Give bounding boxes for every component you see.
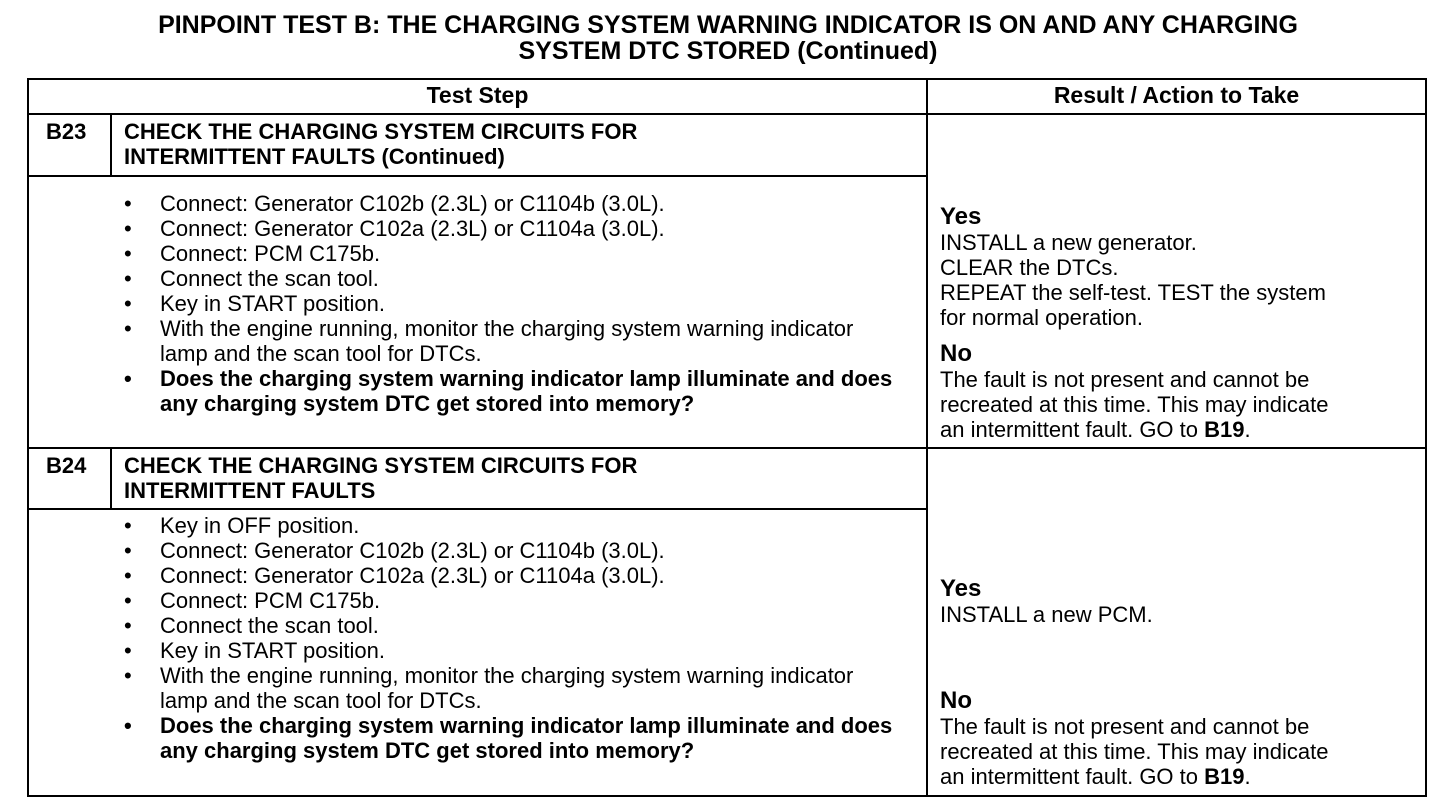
page-title-line-1: PINPOINT TEST B: THE CHARGING SYSTEM WARNING INDICATOR IS ON AND ANY CHARGING [158, 11, 1298, 39]
list-item: • Key in START position. [124, 638, 914, 663]
b24-goto-ref: B19 [1204, 764, 1245, 789]
b23-no-text [940, 367, 1410, 442]
b23-yes-line: CLEAR the DTCs. [940, 255, 1119, 280]
step-id-b23: B23 [46, 119, 87, 144]
column-divider [926, 78, 928, 797]
row-divider [27, 447, 1427, 449]
b23-yes-label: Yes [940, 203, 982, 230]
b24-no-label: No [940, 687, 972, 714]
list-item: • Connect the scan tool. [124, 613, 914, 638]
b24-no-line [940, 764, 1410, 789]
list-item: • Connect: PCM C175b. [124, 588, 914, 613]
page-title [0, 12, 1456, 64]
b23-yes-line: INSTALL a new generator. [940, 230, 1197, 255]
b23-no-line [940, 417, 1410, 442]
b23-no-line: The fault is not present and cannot be [940, 367, 1310, 392]
header-rule [27, 113, 1427, 115]
step-title-b24-line-1: CHECK THE CHARGING SYSTEM CIRCUITS FOR [124, 453, 638, 478]
list-item: • Connect: Generator C102b (2.3L) or C1104b (3.0L). [124, 191, 914, 216]
list-item: • With the engine running, monitor the charging system warning indicator lamp and the scan tool for DTCs. [124, 663, 880, 713]
b24-yes-text [940, 602, 1410, 627]
b23-no-line: recreated at this time. This may indicate [940, 392, 1329, 417]
b24-yes-line: INSTALL a new PCM. [940, 602, 1153, 627]
step-title-b23-line-2: INTERMITTENT FAULTS (Continued) [124, 144, 505, 169]
list-item: • Connect: Generator C102a (2.3L) or C1104a (3.0L). [124, 216, 914, 241]
header-result-action: Result / Action to Take [1053, 82, 1300, 108]
b23-no-label: No [940, 340, 972, 367]
list-item: • Connect the scan tool. [124, 266, 914, 291]
list-item: • Connect: Generator C102b (2.3L) or C1104b (3.0L). [124, 538, 914, 563]
list-item: • Connect: PCM C175b. [124, 241, 914, 266]
b24-no-line: recreated at this time. This may indicate [940, 739, 1329, 764]
step-title-b24-line-2: INTERMITTENT FAULTS [124, 478, 376, 503]
b24-no-goto-period: . [1244, 764, 1251, 789]
b24-action-list [124, 513, 914, 763]
b24-question: • Does the charging system warning indicator lamp illuminate and does any charging system DTC get stored into memory? [124, 713, 920, 763]
b24-yes-label: Yes [940, 575, 982, 602]
b23-no-goto-text: an intermittent fault. GO to [940, 417, 1205, 442]
list-item: • With the engine running, monitor the charging system warning indicator lamp and the scan tool for DTCs. [124, 316, 880, 366]
b23-no-goto-period: . [1244, 417, 1251, 442]
b24-no-line: The fault is not present and cannot be [940, 714, 1310, 739]
step-id-b24: B24 [46, 453, 87, 478]
b23-title-rule [27, 175, 927, 177]
b23-yes-line: for normal operation. [940, 305, 1143, 330]
list-item: • Connect: Generator C102a (2.3L) or C1104a (3.0L). [124, 563, 914, 588]
header-test-step: Test Step [426, 82, 529, 108]
b24-no-text [940, 714, 1410, 789]
b24-title-rule [27, 508, 927, 510]
list-item: • Key in OFF position. [124, 513, 914, 538]
b23-yes-text [940, 230, 1410, 330]
b24-no-goto-text: an intermittent fault. GO to [940, 764, 1205, 789]
list-item: • Key in START position. [124, 291, 914, 316]
b23-goto-ref: B19 [1204, 417, 1245, 442]
b23-yes-line: REPEAT the self-test. TEST the system [940, 280, 1326, 305]
b23-question: • Does the charging system warning indicator lamp illuminate and does any charging system DTC get stored into memory? [124, 366, 920, 416]
step-title-b23-line-1: CHECK THE CHARGING SYSTEM CIRCUITS FOR [124, 119, 638, 144]
b23-action-list [124, 191, 914, 416]
page-title-line-2: SYSTEM DTC STORED (Continued) [518, 37, 938, 65]
step-title-b23 [124, 119, 637, 169]
b24-id-divider [110, 448, 112, 508]
b23-id-divider [110, 113, 112, 175]
step-title-b24 [124, 453, 637, 503]
